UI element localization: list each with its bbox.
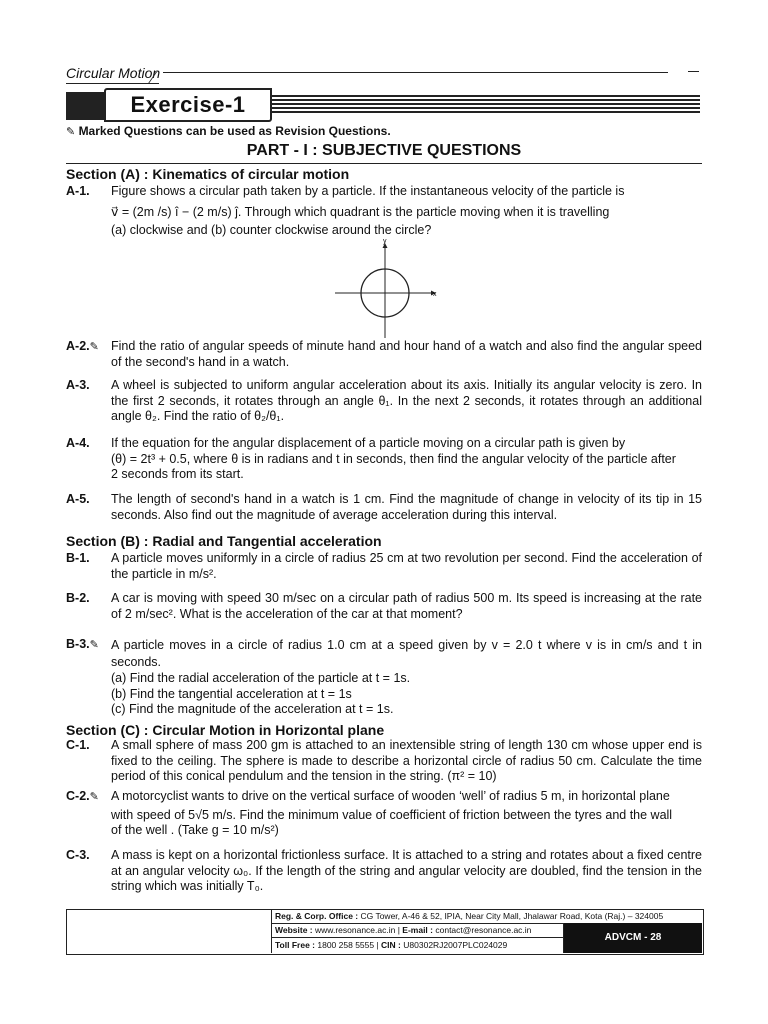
- question-label: C-2.✎: [66, 789, 99, 803]
- question-line: A particle moves in a circle of radius 1.0 cm at a speed given by v = 2.0 t where v is in cm/s and t in seconds.: [111, 638, 702, 669]
- question-line: (θ) = 2t³ + 0.5, where θ is in radians and t in seconds, then find the angular velocity of the particle after: [111, 451, 676, 466]
- question-a5: [66, 492, 702, 526]
- question-line: of the well . (Take g = 10 m/s²): [111, 823, 279, 837]
- question-line: with speed of 5√5 m/s. Find the minimum value of coefficient of friction between the tyres and the wall: [111, 807, 673, 822]
- question-line: A motorcyclist wants to drive on the vertical surface of wooden ‘well’ of radius 5 m, in horizontal plane: [111, 789, 670, 803]
- question-text: A particle moves uniformly in a circle of radius 25 cm at two revolution per second. Find the acceleration of the particle in m/s².: [111, 551, 702, 581]
- exercise-title: Exercise-1: [130, 92, 246, 117]
- footer-info: [271, 909, 702, 953]
- section-c-heading: Section (C) : Circular Motion in Horizontal plane: [66, 722, 385, 738]
- question-line: (a) clockwise and (b) counter clockwise around the circle?: [111, 223, 432, 237]
- question-b1: [66, 551, 702, 585]
- marked-note: [66, 124, 391, 138]
- question-line: v⃗ = (2m /s) î − (2 m/s) ĵ. Through which quadrant is the particle moving when it is travelling: [111, 204, 610, 219]
- part-title-rule: [66, 163, 702, 164]
- question-label: A-4.: [66, 436, 90, 450]
- pencil-icon: ✎: [66, 126, 76, 138]
- exercise-banner-left-bar: [66, 92, 106, 120]
- pencil-icon: ✎: [89, 341, 99, 353]
- exercise-banner-stripes: [272, 95, 700, 113]
- email-link[interactable]: contact@resonance.ac.in: [435, 925, 532, 935]
- section-b-heading: Section (B) : Radial and Tangential acceleration: [66, 533, 382, 549]
- chapter-title: Circular Motion: [66, 65, 161, 81]
- circular-path-figure: [335, 238, 440, 340]
- y-axis-label: y: [383, 238, 387, 245]
- header-underline: [66, 83, 159, 84]
- website-link[interactable]: www.resonance.ac.in |: [315, 925, 400, 935]
- question-text: A car is moving with speed 30 m/sec on a circular path of radius 500 m. Its speed is increasing at the rate of 2 m/sec². What is the acceleration of the car at that moment?: [111, 591, 702, 621]
- exercise-title-box: [104, 88, 272, 122]
- question-line: (c) Find the magnitude of the acceleration at t = 1s.: [111, 702, 394, 716]
- question-b2: [66, 591, 702, 625]
- question-line: 2 seconds from its start.: [111, 467, 244, 481]
- question-line: (a) Find the radial acceleration of the particle at t = 1s.: [111, 671, 411, 685]
- question-text: Find the ratio of angular speeds of minute hand and hour hand of a watch and also find the angular speed of the second's hand in a watch.: [111, 339, 702, 369]
- question-c3: [66, 848, 702, 896]
- question-label: A-5.: [66, 492, 90, 506]
- question-c1: [66, 738, 702, 786]
- question-line: (b) Find the tangential acceleration at t = 1s: [111, 686, 352, 701]
- marked-note-text: Marked Questions can be used as Revision Questions.: [78, 124, 391, 138]
- question-text: A mass is kept on a horizontal frictionless surface. It is attached to a string and rotates about a fixed centre at an angular velocity ω₀. If the length of the string and angular velocity are doubled, find the tension in the string which was initially T₀.: [111, 848, 702, 893]
- question-label: C-3.: [66, 848, 90, 862]
- header-rule: [163, 72, 668, 73]
- question-c2: [66, 789, 702, 841]
- question-label: B-1.: [66, 551, 90, 565]
- header-dash: [688, 71, 699, 72]
- question-text: A wheel is subjected to uniform angular acceleration about its axis. Initially its angular velocity is zero. In the first 2 seconds, it rotates through an angle θ₁. In the next 2 seconds, it rotates through an additional angle θ₂. Find the ratio of θ₂/θ₁.: [111, 378, 702, 423]
- page-code: ADVCM - 28: [563, 923, 702, 953]
- question-a3: [66, 378, 702, 426]
- part-title: PART - I : SUBJECTIVE QUESTIONS: [246, 142, 522, 159]
- question-label: C-1.: [66, 738, 90, 752]
- question-label: A-2.✎: [66, 339, 99, 353]
- pencil-icon: ✎: [89, 639, 99, 651]
- question-line: If the equation for the angular displacement of a particle moving on a circular path is given by: [111, 436, 626, 450]
- footer-web-email: Website : www.resonance.ac.in | E-mail : contact@resonance.ac.in: [271, 923, 567, 938]
- question-label: A-3.: [66, 378, 90, 392]
- question-text: A small sphere of mass 200 gm is attached to an inextensible string of length 130 cm whose upper end is fixed to the ceiling. The sphere is made to describe a horizontal circle of radius 50 cm. Calculate the time period of this conical pendulum and the tension in the string. (π² = 10): [111, 738, 702, 783]
- question-a2: [66, 339, 702, 373]
- footer-reg-office: Reg. & Corp. Office : CG Tower, A-46 & 52, IPIA, Near City Mall, Jhalawar Road, Kota (Raj.) – 324005: [271, 909, 702, 924]
- question-a4: [66, 436, 702, 486]
- question-a1: [66, 184, 702, 237]
- question-line: Figure shows a circular path taken by a particle. If the instantaneous velocity of the particle is: [111, 184, 625, 198]
- question-b3: [66, 637, 702, 715]
- footer-toll-cin: Toll Free : 1800 258 5555 | CIN : U80302RJ2007PLC024029: [275, 940, 508, 950]
- question-text: The length of second's hand in a watch is 1 cm. Find the magnitude of change in velocity of its tip in 15 seconds. Also find out the magnitude of average acceleration during this interval.: [111, 492, 702, 522]
- section-a-heading: Section (A) : Kinematics of circular motion: [66, 166, 350, 182]
- question-label: A-1.: [66, 184, 90, 198]
- question-label: B-3.✎: [66, 637, 99, 651]
- pencil-icon: ✎: [89, 791, 99, 803]
- x-axis-label: x: [433, 291, 437, 298]
- question-label: B-2.: [66, 591, 90, 605]
